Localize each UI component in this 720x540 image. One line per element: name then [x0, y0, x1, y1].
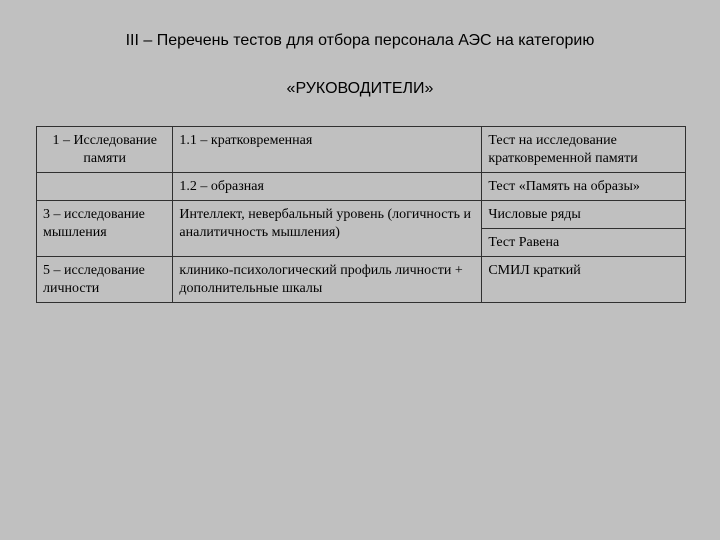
subarea-cell: 1.1 – кратковременная: [173, 127, 482, 173]
test-cell: СМИЛ краткий: [482, 257, 686, 303]
test-cell: Тест на исследование кратковременной памяти: [482, 127, 686, 173]
tests-table: [36, 126, 686, 303]
subarea-cell: клинико-психологический профиль личности + дополнительные шкалы: [173, 257, 482, 303]
table-row: [37, 257, 686, 303]
test-cell: Тест «Память на образы»: [482, 173, 686, 201]
table-row: [37, 127, 686, 173]
subarea-cell: 1.2 – образная: [173, 173, 482, 201]
research-area-cell: [37, 173, 173, 201]
table-row: [37, 173, 686, 201]
test-cell: Числовые ряды: [482, 201, 686, 229]
test-cell: Тест Равена: [482, 229, 686, 257]
subarea-cell: Интеллект, невербальный уровень (логичность и аналитичность мышления): [173, 201, 482, 257]
page-title: III – Перечень тестов для отбора персонала АЭС на категорию: [125, 32, 595, 49]
category-title: «РУКОВОДИТЕЛИ»: [286, 80, 434, 97]
table-row: [37, 201, 686, 229]
research-area-cell: 3 – исследование мышления: [37, 201, 173, 257]
research-area-cell: 1 – Исследование памяти: [37, 127, 173, 173]
research-area-cell: 5 – исследование личности: [37, 257, 173, 303]
